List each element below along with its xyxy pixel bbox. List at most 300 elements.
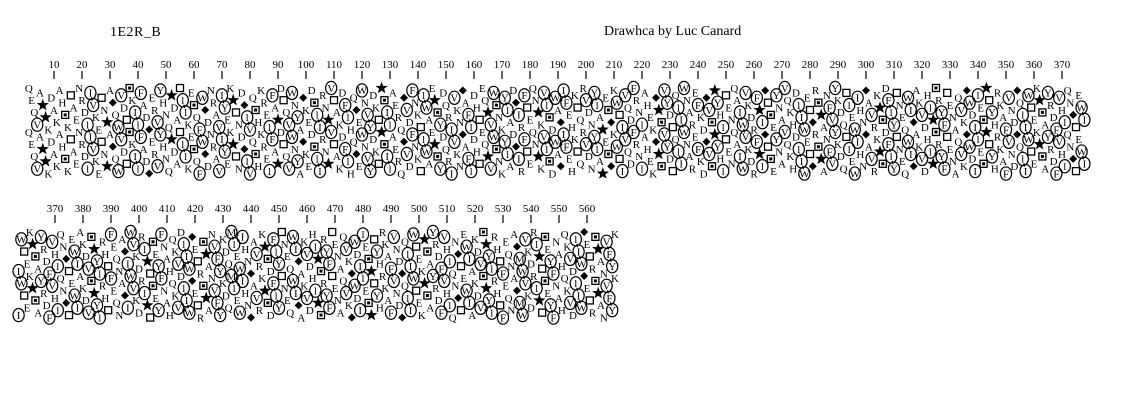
tick-label: 530	[494, 203, 512, 215]
residue-letter: W	[849, 124, 860, 137]
residue-glyph	[121, 248, 129, 256]
residue-letter: Y	[93, 300, 101, 313]
residue-glyph	[859, 117, 867, 129]
residue-letter: K	[611, 273, 619, 286]
residue-glyph	[24, 259, 31, 271]
residue-glyph	[35, 230, 46, 243]
serine-center-dot	[34, 255, 37, 258]
glycine-diamond-icon	[580, 272, 588, 280]
residue-glyph	[692, 88, 699, 100]
residue-glyph	[142, 156, 150, 168]
residue-letter: W	[964, 97, 975, 110]
residue-glyph	[277, 127, 285, 139]
residue-letter: H	[101, 292, 110, 305]
threonine-square-icon	[331, 97, 338, 104]
residue-letter: D	[276, 126, 285, 139]
residue-glyph	[991, 119, 999, 131]
residue-glyph	[252, 107, 259, 114]
residue-letter: l	[346, 156, 350, 169]
residue-glyph	[451, 237, 459, 249]
residue-glyph	[194, 302, 201, 309]
residue-glyph	[402, 247, 413, 260]
tick-label: 20	[76, 59, 88, 71]
residue-letter: Y	[485, 251, 493, 264]
residue-letter: D	[177, 226, 185, 239]
residue-letter: Q	[442, 99, 450, 112]
residue-letter: Q	[730, 126, 739, 139]
residue-letter: N	[635, 151, 644, 164]
residue-letter: R	[319, 90, 327, 103]
residue-glyph	[297, 312, 305, 324]
residue-letter: F	[550, 312, 557, 325]
serine-center-dot	[881, 118, 884, 121]
tick-label: 310	[885, 59, 903, 71]
residue-letter: R	[40, 287, 48, 300]
residue-letter: V	[84, 307, 93, 320]
residue-glyph	[552, 237, 560, 249]
residue-glyph	[1073, 168, 1080, 175]
residue-letter: l	[760, 117, 764, 130]
tick-label: 510	[438, 203, 456, 215]
residue-letter: D	[509, 129, 518, 142]
threonine-square-icon	[177, 129, 184, 136]
residue-glyph	[491, 276, 499, 288]
residue-glyph	[413, 243, 420, 250]
residue-glyph	[804, 137, 811, 149]
residue-glyph	[252, 151, 259, 158]
residue-glyph	[188, 132, 195, 144]
residue-glyph	[972, 89, 983, 102]
glycine-diamond-icon	[862, 86, 870, 94]
residue-glyph	[287, 230, 298, 243]
residue-glyph	[334, 251, 342, 263]
residue-glyph	[219, 145, 230, 158]
residue-glyph	[584, 283, 591, 295]
residue-glyph	[159, 141, 167, 153]
residue-letter: F	[465, 109, 472, 122]
serine-center-dot	[383, 99, 386, 102]
residue-letter: Y	[373, 246, 381, 259]
residue-letter: H	[990, 119, 999, 132]
residue-letter: N	[859, 117, 868, 130]
residue-glyph	[1042, 86, 1053, 99]
serine-center-dot	[128, 131, 131, 134]
residue-glyph	[493, 244, 501, 256]
residue-letter: K	[335, 119, 344, 132]
residue-letter: H	[159, 97, 168, 110]
residue-letter: Q	[1063, 85, 1072, 98]
serine-center-dot	[711, 121, 714, 124]
residue-letter: E	[73, 114, 80, 127]
residue-letter: N	[234, 163, 243, 176]
residue-glyph	[123, 160, 130, 167]
residue-letter: Q	[442, 143, 450, 156]
serine-center-dot	[495, 148, 498, 151]
residue-glyph	[964, 96, 975, 109]
residue-glyph	[318, 268, 325, 275]
residue-glyph	[996, 100, 1004, 112]
residue-glyph	[700, 124, 708, 136]
residue-letter: N	[456, 117, 464, 130]
residue-letter: Q	[56, 229, 65, 242]
residue-letter: Y	[546, 256, 555, 269]
residue-letter: R	[138, 275, 146, 288]
tick-label: 240	[689, 59, 707, 71]
residue-letter: F	[46, 268, 53, 281]
residue-letter: W	[799, 168, 810, 181]
threonine-square-icon	[765, 99, 772, 106]
residue-letter: I	[620, 165, 625, 178]
residue-letter: V	[621, 134, 630, 147]
residue-glyph	[406, 161, 414, 173]
residue-glyph	[407, 128, 418, 141]
residue-glyph	[588, 119, 596, 131]
residue-letter: V	[621, 90, 630, 103]
residue-letter: I	[799, 112, 804, 125]
residue-glyph	[150, 238, 157, 245]
residue-letter: K	[834, 95, 842, 108]
residue-letter: D	[699, 124, 708, 137]
residue-glyph	[480, 229, 487, 236]
residue-letter: R	[394, 156, 403, 169]
residue-letter: V	[89, 99, 98, 112]
residue-glyph	[786, 151, 794, 163]
residue-glyph	[241, 288, 249, 300]
residue-letter: W	[349, 236, 360, 249]
residue-glyph	[1039, 109, 1046, 116]
residue-letter: F	[137, 87, 144, 100]
residue-letter: K	[219, 278, 227, 291]
residue-letter: R	[517, 165, 526, 178]
residue-glyph	[531, 282, 542, 295]
residue-glyph	[751, 91, 762, 104]
residue-letter: V	[327, 126, 336, 139]
residue-glyph	[924, 134, 932, 146]
residue-letter: F	[826, 102, 833, 115]
residue-letter: N	[280, 283, 289, 296]
residue-glyph	[319, 90, 327, 102]
residue-letter: D	[666, 153, 674, 166]
residue-letter: R	[935, 95, 943, 108]
residue-glyph	[702, 138, 710, 146]
tick-label: 30	[104, 59, 116, 71]
residue-letter: K	[226, 82, 235, 95]
threonine-square-icon	[476, 160, 483, 167]
residue-glyph	[197, 268, 205, 280]
residue-glyph	[532, 139, 540, 151]
tick-label: 100	[297, 59, 315, 71]
residue-letter: E	[946, 99, 954, 112]
residue-letter: W	[408, 273, 419, 286]
residue-letter: E	[187, 131, 195, 144]
residue-letter: l	[797, 143, 801, 156]
serine-center-dot	[769, 157, 772, 160]
residue-letter: l	[928, 102, 932, 115]
residue-glyph	[417, 168, 424, 175]
residue-glyph	[495, 156, 503, 168]
residue-letter: W	[902, 92, 914, 105]
residue-letter: D	[626, 158, 635, 171]
residue-glyph	[376, 303, 384, 315]
residue-letter: N	[552, 236, 561, 249]
residue-letter: N	[822, 90, 831, 103]
residue-glyph	[1008, 149, 1016, 161]
glycine-diamond-icon	[247, 314, 255, 322]
residue-glyph	[449, 268, 457, 280]
residue-glyph	[792, 88, 800, 100]
residue-letter: V	[89, 143, 98, 156]
residue-glyph	[105, 228, 116, 241]
residue-letter: E	[502, 280, 510, 293]
residue-glyph	[337, 307, 345, 319]
residue-letter: E	[415, 253, 423, 266]
residue-letter: Q	[339, 275, 348, 288]
residue-glyph	[249, 137, 257, 149]
residue-glyph	[163, 298, 171, 310]
residue-glyph	[238, 132, 246, 144]
residue-glyph	[716, 154, 724, 166]
residue-glyph	[636, 162, 647, 175]
threonine-square-icon	[476, 116, 483, 123]
residue-glyph	[319, 134, 327, 146]
residue-letter: N	[682, 95, 691, 108]
residue-glyph	[201, 150, 209, 158]
residue-glyph	[600, 312, 608, 324]
residue-glyph	[115, 310, 123, 322]
residue-glyph	[592, 233, 599, 240]
residue-letter: K	[52, 161, 61, 174]
residue-letter: K	[92, 156, 100, 169]
residue-glyph	[524, 246, 532, 258]
residue-glyph	[88, 233, 95, 240]
threonine-square-icon	[616, 111, 623, 118]
residue-glyph	[169, 234, 177, 246]
residue-letter: W	[287, 231, 299, 244]
residue-letter: D	[548, 124, 557, 137]
residue-glyph	[99, 237, 107, 249]
residue-letter: F	[342, 99, 349, 112]
residue-glyph	[345, 300, 353, 312]
residue-glyph	[126, 85, 133, 92]
residue-glyph	[321, 245, 332, 258]
residue-letter: V	[1055, 92, 1064, 105]
glycine-diamond-icon	[1013, 86, 1021, 94]
residue-glyph	[888, 118, 899, 131]
residue-letter: R	[320, 234, 328, 247]
residue-glyph	[332, 239, 339, 251]
residue-glyph	[700, 168, 708, 180]
residue-letter: K	[184, 119, 193, 132]
residue-letter: l	[181, 139, 185, 152]
residue-letter: N	[775, 102, 784, 115]
residue-glyph	[184, 306, 195, 319]
glycine-diamond-icon	[247, 270, 255, 278]
residue-letter: H	[443, 243, 451, 256]
residue-glyph	[382, 150, 393, 163]
glycine-diamond-icon	[109, 99, 117, 107]
residue-letter: D	[473, 246, 482, 259]
residue-glyph	[616, 155, 623, 162]
residue-glyph	[529, 127, 537, 139]
residue-letter: F	[630, 126, 637, 139]
residue-letter: R	[260, 141, 268, 154]
residue-letter: K	[184, 163, 193, 176]
residue-letter: N	[207, 229, 216, 242]
residue-letter: Y	[988, 107, 996, 120]
residue-letter: K	[537, 119, 546, 132]
glycine-diamond-icon	[352, 150, 360, 158]
residue-letter: E	[977, 102, 985, 115]
serine-center-dot	[881, 162, 884, 165]
residue-letter: R	[255, 261, 264, 274]
residue-letter: Y	[156, 85, 165, 98]
residue-letter: l	[545, 143, 549, 156]
residue-glyph	[456, 161, 464, 173]
residue-letter: E	[331, 239, 339, 252]
residue-letter: F	[465, 153, 472, 166]
threonine-square-icon	[669, 168, 676, 175]
residue-letter: D	[307, 129, 316, 142]
residue-glyph	[820, 122, 828, 134]
residue-glyph	[112, 110, 120, 122]
residue-glyph	[530, 271, 538, 283]
residue-letter: I	[240, 231, 245, 244]
residue-glyph	[371, 280, 378, 287]
residue-glyph	[474, 290, 482, 302]
residue-letter: F	[499, 312, 507, 325]
residue-glyphs	[13, 225, 619, 324]
residue-letter: Y	[275, 258, 283, 271]
residue-glyph	[244, 256, 252, 268]
residue-glyph	[233, 109, 240, 116]
residue-letter: E	[392, 143, 399, 156]
proline-star-icon	[815, 153, 827, 165]
residue-glyph	[135, 130, 146, 143]
residue-glyph	[166, 310, 174, 322]
residue-glyph	[779, 81, 790, 94]
residue-letter: R	[196, 268, 205, 281]
tick-label: 90	[272, 59, 284, 71]
residue-letter: H	[165, 265, 174, 278]
residue-glyph	[954, 93, 962, 105]
residue-glyph	[400, 94, 408, 102]
tick-label: 330	[941, 59, 959, 71]
residue-letter: H	[346, 124, 355, 137]
residue-glyph	[173, 115, 181, 127]
residue-glyph	[537, 163, 545, 175]
residue-letter: K	[610, 129, 618, 142]
residue-letter: E	[362, 241, 370, 254]
residue-glyph	[257, 85, 265, 97]
residue-letter: E	[526, 114, 534, 127]
residue-glyph	[497, 258, 504, 265]
residue-letter: H	[568, 165, 576, 178]
residue-glyph	[602, 137, 609, 149]
residue-letter: E	[355, 117, 363, 130]
residue-glyph	[1003, 135, 1014, 148]
residue-letter: H	[346, 168, 355, 181]
residue-glyph	[94, 311, 105, 324]
residue-glyph	[1058, 149, 1066, 161]
residue-glyph	[314, 165, 325, 178]
residue-glyph	[809, 118, 817, 126]
residue-glyph	[936, 106, 947, 119]
residue-glyph	[28, 95, 35, 107]
residue-letter: V	[402, 148, 411, 161]
residue-letter: Q	[168, 278, 177, 291]
residue-glyph	[1028, 148, 1035, 155]
residue-letter: l	[136, 119, 140, 132]
residue-letter: Q	[56, 273, 65, 286]
residue-letter: K	[219, 234, 227, 247]
residue-letter: l	[574, 278, 578, 291]
residue-letter: Y	[500, 92, 509, 105]
residue-letter: A	[912, 129, 921, 142]
residue-letter: V	[828, 114, 837, 127]
residue-letter: R	[935, 139, 943, 152]
residue-letter: E	[946, 143, 954, 156]
residue-letter: F	[438, 263, 445, 276]
residue-glyph	[284, 295, 291, 307]
residue-letter: N	[392, 287, 401, 300]
residue-glyph	[13, 265, 24, 278]
residue-glyph	[527, 303, 535, 315]
residue-letter: I	[516, 153, 521, 166]
residue-glyph	[64, 166, 72, 178]
residue-letter: D	[470, 134, 478, 147]
threonine-square-icon	[413, 243, 420, 250]
residue-glyph	[237, 274, 248, 287]
residue-glyph	[416, 254, 423, 266]
residue-glyph	[251, 291, 262, 304]
residue-letter: F	[550, 268, 557, 281]
glycine-diamond-icon	[352, 106, 360, 114]
residue-glyph	[320, 278, 328, 290]
residue-letter: D	[237, 131, 246, 144]
residue-letter: E	[110, 285, 118, 298]
residue-glyph	[840, 119, 848, 131]
residue-glyph	[1079, 113, 1090, 126]
residue-letter: A	[425, 158, 434, 171]
residue-letter: Y	[1044, 131, 1052, 144]
residue-glyph	[686, 151, 694, 163]
residue-glyph	[728, 159, 736, 171]
threonine-square-icon	[67, 136, 74, 143]
residue-glyph	[264, 121, 275, 134]
residue-letter: E	[110, 241, 118, 254]
serine-center-dot	[548, 116, 551, 119]
threonine-square-icon	[371, 280, 378, 287]
residue-glyph	[486, 262, 497, 275]
residue-glyph	[1059, 116, 1070, 129]
residue-letter: V	[174, 302, 183, 315]
residue-glyph	[397, 168, 405, 180]
residue-letter: F	[214, 253, 221, 266]
residue-glyph	[299, 94, 307, 102]
residue-letter: l	[184, 151, 188, 164]
residue-glyph	[267, 266, 275, 278]
residue-letter: K	[834, 139, 842, 152]
residue-glyph	[165, 166, 173, 178]
serine-center-dot	[426, 250, 429, 253]
residue-letter: E	[460, 229, 468, 242]
residue-letter: V	[246, 124, 254, 137]
residue-glyph	[692, 99, 703, 112]
tick-label: 440	[242, 203, 260, 215]
residue-letter: H	[241, 287, 250, 300]
residue-glyph	[331, 141, 338, 148]
residue-letter: R	[255, 305, 264, 318]
